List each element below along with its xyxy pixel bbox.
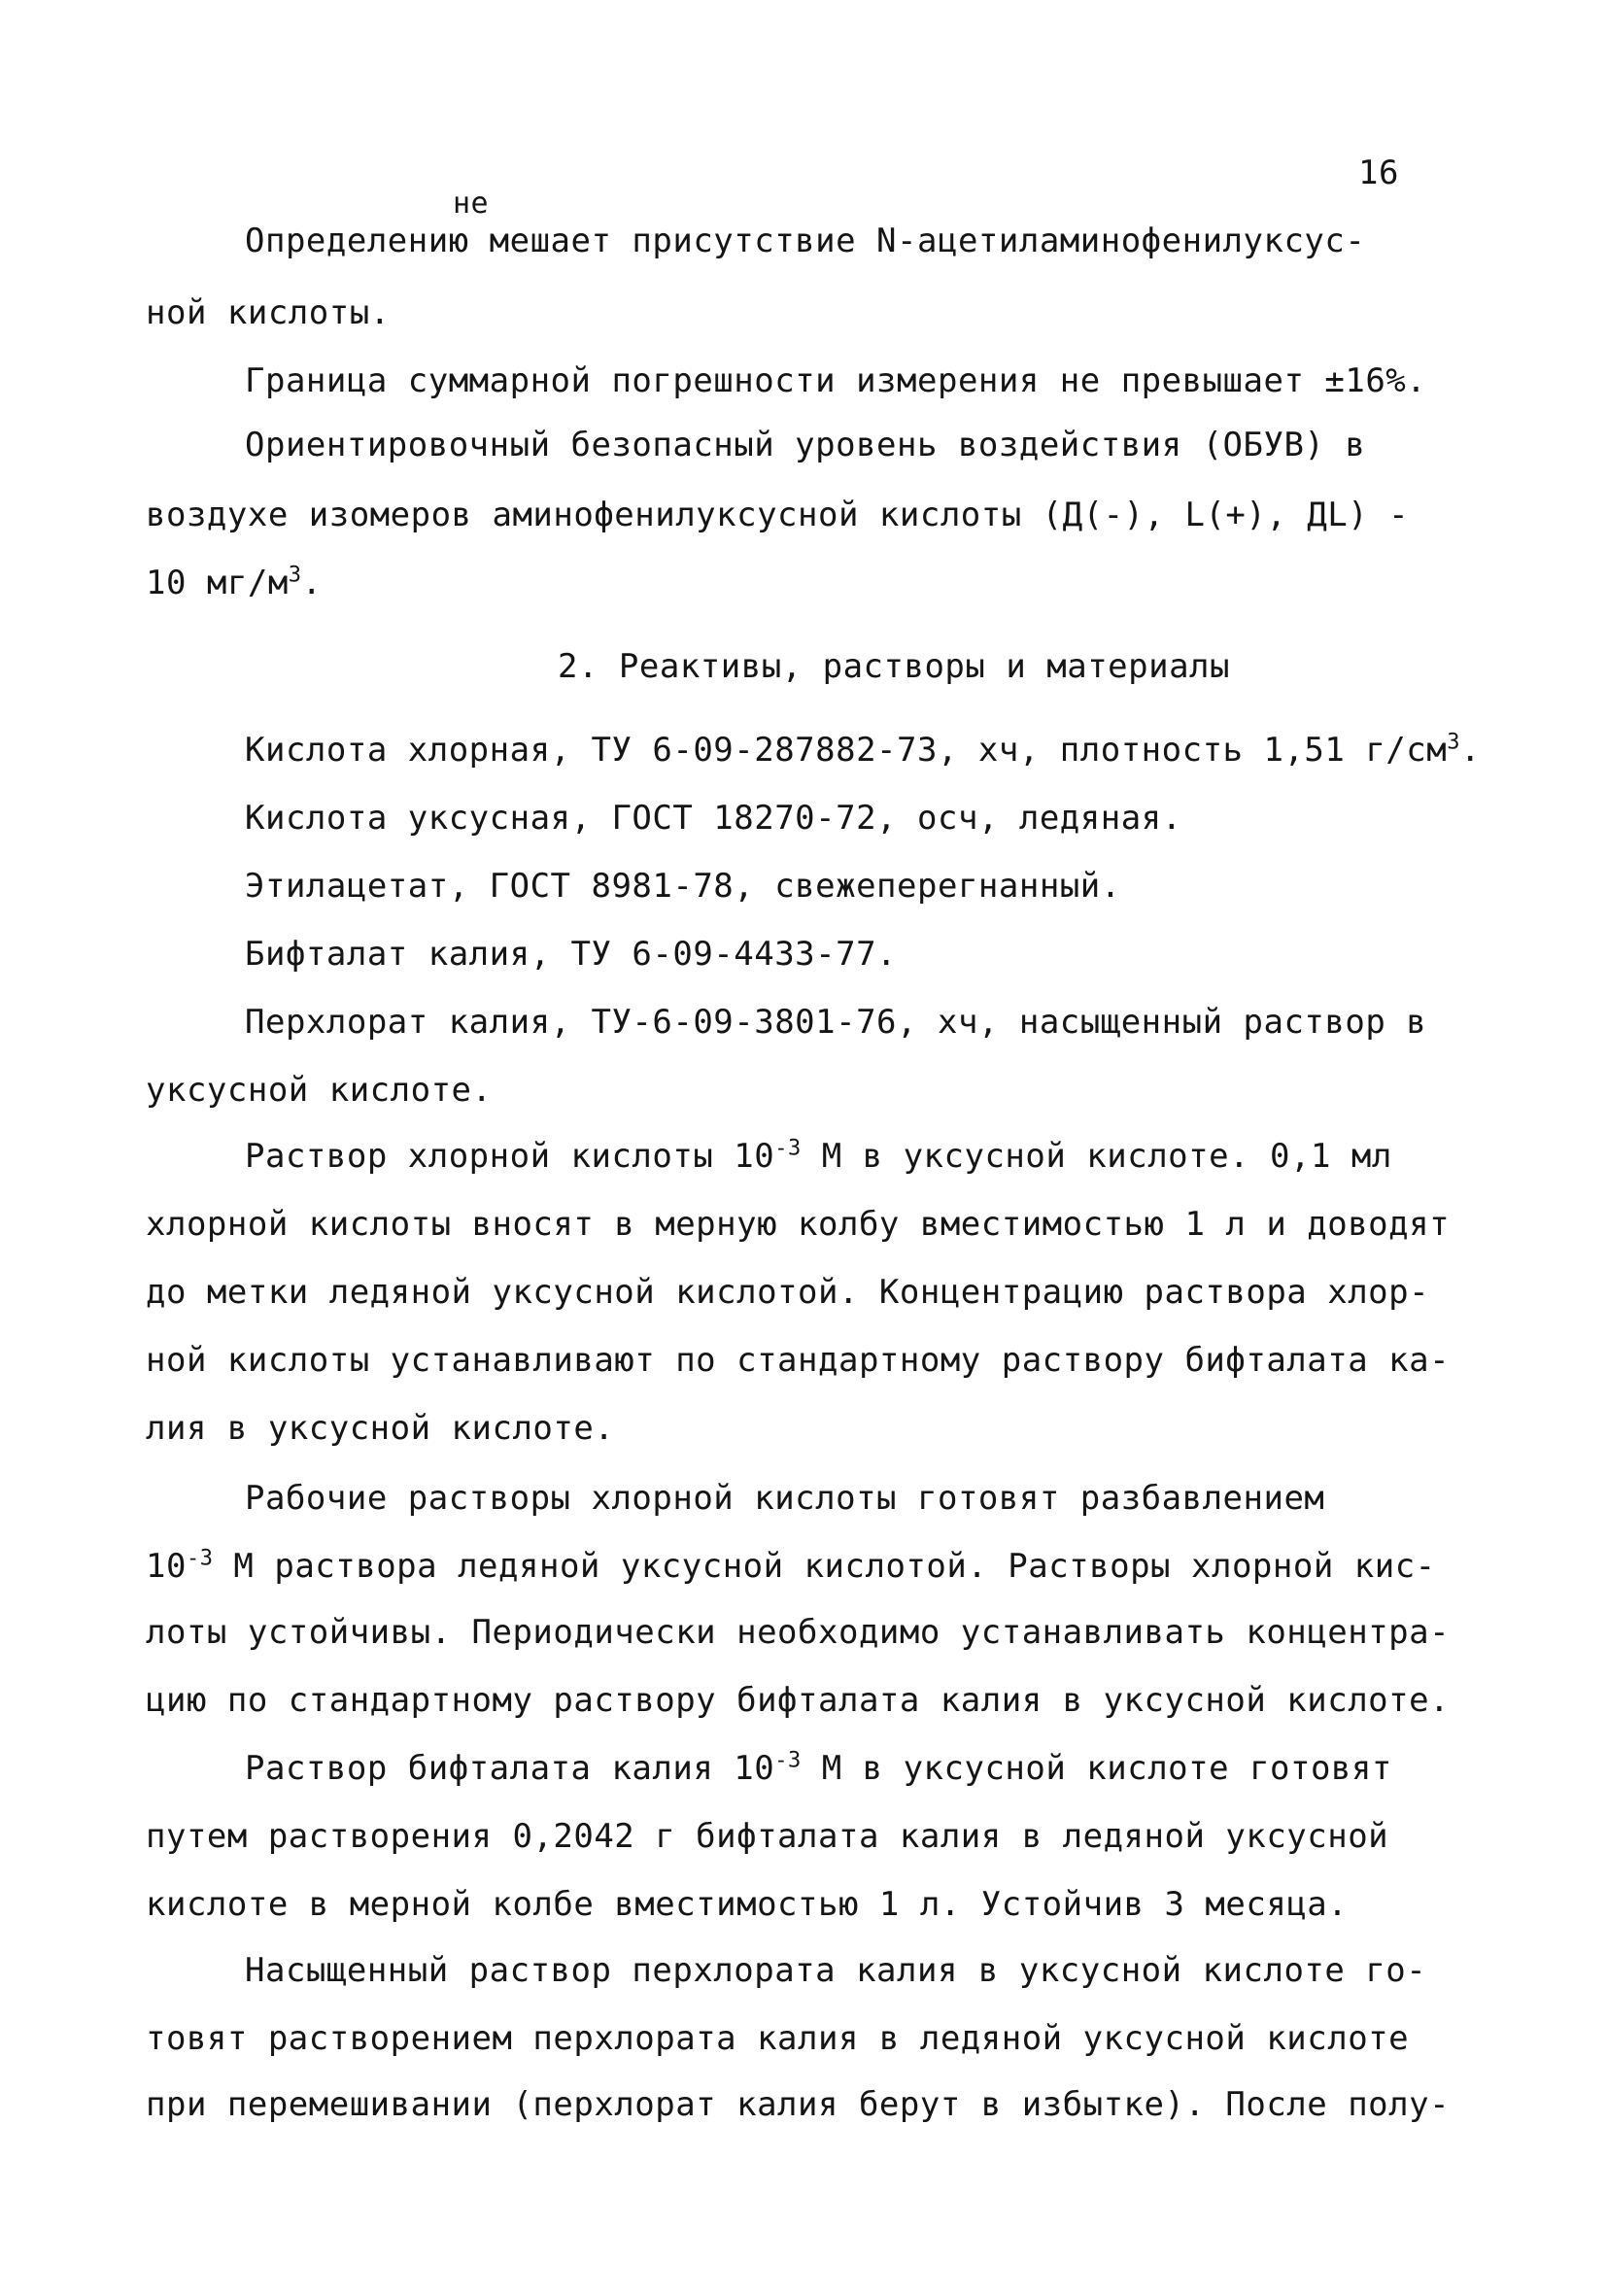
para1-line-4: ной кислоты устанавливают по стандартному раствору бифталата ка- <box>146 1341 1451 1380</box>
para3-line-1-text: Раствор бифталата калия 10 <box>245 1749 775 1788</box>
para1-line-3: до метки ледяной уксусной кислотой. Концентрацию раствора хлор- <box>146 1273 1430 1312</box>
para2-line-2 <box>146 1547 1436 1586</box>
reagent-line-5: Перхлорат калия, ТУ-6-09-3801-76, хч, насыщенный раствор в <box>245 1003 1427 1042</box>
reagent-line-4: Бифталат калия, ТУ 6-09-4433-77. <box>245 935 898 974</box>
intro-line-6-text: 10 мг/м <box>146 564 289 602</box>
superscript: -3 <box>774 1136 802 1161</box>
intro-line-3: Граница суммарной погрешности измерения не превышает ±16%. <box>245 361 1427 400</box>
para3-line-3: кислоте в мерной колбе вместимостью 1 л. Устойчив 3 месяца. <box>146 1885 1349 1924</box>
intro-line-4: Ориентировочный безопасный уровень воздействия (ОБУВ) в <box>245 426 1366 464</box>
superscript: -3 <box>774 1748 802 1773</box>
para4-line-1: Насыщенный раствор перхлората калия в уксусной кислоте го- <box>245 1951 1427 1990</box>
reagent-line-3: Этилацетат, ГОСТ 8981-78, свежеперегнанный. <box>245 867 1121 906</box>
intro-line-6-end: . <box>301 564 323 602</box>
intro-line-6 <box>146 564 323 602</box>
reagent-line-1-end: . <box>1459 731 1481 770</box>
para1-line-1 <box>245 1137 1392 1176</box>
superscript: -3 <box>186 1546 214 1571</box>
page-number: 16 <box>1358 154 1399 192</box>
reagent-line-2: Кислота уксусная, ГОСТ 18270-72, осч, ледяная. <box>245 799 1182 838</box>
intro-line-5: воздухе изомеров аминофенилуксусной кислоты (Д(-), L(+), ДL) - <box>146 496 1410 534</box>
superscript: 3 <box>1447 730 1460 755</box>
para2-line-3: лоты устойчивы. Периодически необходимо устанавливать концентра- <box>146 1613 1451 1652</box>
section-heading: 2. Реактивы, растворы и материалы <box>558 647 1231 686</box>
intro-line-1: Определению мешает присутствие N-ацетиламинофенилуксус- <box>245 222 1366 260</box>
para3-line-1 <box>245 1749 1392 1788</box>
para1-line-2: хлорной кислоты вносят в мерную колбу вместимостью 1 л и доводят <box>146 1205 1451 1244</box>
para4-line-3: при перемешивании (перхлорат калия берут в избытке). После полу- <box>146 2085 1451 2124</box>
para2-line-2-end: М раствора ледяной уксусной кислотой. Растворы хлорной кис- <box>213 1547 1436 1586</box>
reagent-line-1-text: Кислота хлорная, ТУ 6-09-287882-73, хч, плотность 1,51 г/см <box>245 731 1448 770</box>
para1-line-5: лия в уксусной кислоте. <box>146 1409 615 1448</box>
para1-line-1-text: Раствор хлорной кислоты 10 <box>245 1137 775 1176</box>
reagent-line-6: уксусной кислоте. <box>146 1071 493 1110</box>
para2-line-4: цию по стандартному раствору бифталата калия в уксусной кислоте. <box>146 1681 1451 1720</box>
superscript: 3 <box>288 563 302 588</box>
para3-line-2: путем растворения 0,2042 г бифталата калия в ледяной уксусной <box>146 1817 1389 1856</box>
intro-line-2: ной кислоты. <box>146 293 391 332</box>
para4-line-2: товят растворением перхлората калия в ледяной уксусной кислоте <box>146 2019 1410 2058</box>
para3-line-1-end: М в уксусной кислоте готовят <box>801 1749 1392 1788</box>
para1-line-1-end: М в уксусной кислоте. 0,1 мл <box>801 1137 1392 1176</box>
reagent-line-1 <box>245 731 1481 770</box>
handwritten-insert: не <box>453 187 490 221</box>
para2-line-2-text: 10 <box>146 1547 187 1586</box>
para2-line-1: Рабочие растворы хлорной кислоты готовят разбавлением <box>245 1479 1325 1518</box>
